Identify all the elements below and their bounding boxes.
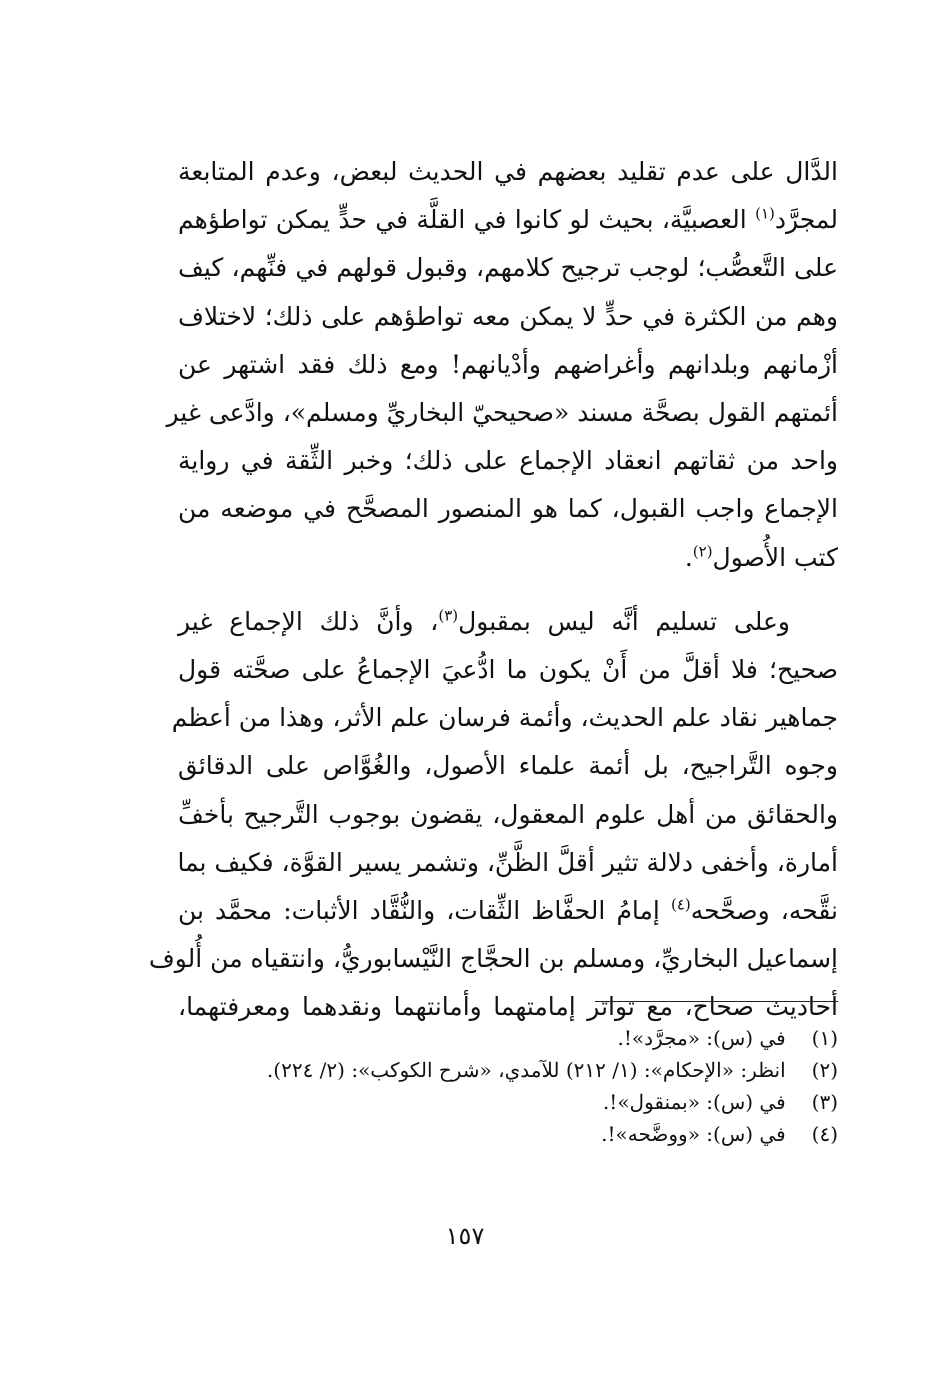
text-line [178, 534, 838, 582]
footnote-text: في (س): «بمنقول»!. [602, 1090, 786, 1114]
page-number: ١٥٧ [445, 1222, 485, 1250]
text-segment: نقَّحه، وصحَّحه [690, 896, 838, 926]
text-segment: كتب الأُصول [712, 542, 838, 572]
footnote-marker-2: (٢) [692, 542, 713, 561]
text-line: والحقائق من أهل علوم المعقول، يقضون بوجوب التَّرجيح بأخفِّ [178, 799, 838, 829]
text-segment: لمجرَّد [774, 205, 838, 235]
footnote-2 [178, 1054, 838, 1086]
paragraph-2 [148, 598, 838, 1032]
text-line: صحيح؛ فلا أقلَّ من أَنْ يكون ما ادُّعيَ الإجماعُ على صحَّته قول [178, 655, 838, 685]
footnote-3 [178, 1086, 838, 1118]
text-line [178, 196, 838, 244]
text-line: أمارة، وأخفى دلالة تثير أقلَّ الظَّنِّ، وتشمر يسير القوَّة، فكيف بما [177, 847, 838, 877]
footnote-4 [178, 1118, 838, 1150]
text-line: وهم من الكثرة في حدٍّ لا يمكن معه تواطؤهم على ذلك؛ لاختلاف [178, 301, 838, 331]
footnote-number: (١) [811, 1026, 838, 1050]
text-segment: وعلى تسليم أنَّه ليس بمقبول [458, 606, 790, 636]
text-line [178, 598, 838, 646]
footnote-number: (٣) [811, 1090, 838, 1114]
footnote-number: (٤) [811, 1122, 838, 1146]
text-line: إسماعيل البخاريِّ، ومسلم بن الحجَّاج النَّيْسابوريُّ، وانتقياه من أُلوف [148, 944, 838, 974]
text-line: واحد من ثقاتهم انعقاد الإجماع على ذلك؛ وخبر الثِّقة في رواية [178, 446, 838, 476]
footnote-text: في (س): «ووضَّحه»!. [601, 1122, 786, 1146]
footnote-separator [595, 1001, 838, 1002]
text-line: أزْمانهم وبلدانهم وأغراضهم وأدْيانهم! ومع ذلك فقد اشتهر عن [178, 349, 838, 379]
text-line: على التَّعصُّب؛ لوجب ترجيح كلامهم، وقبول قولهم في فنِّهم، كيف [178, 253, 838, 283]
footnote-number: (٢) [811, 1058, 838, 1082]
main-text [148, 148, 838, 1032]
text-segment: ، وأنَّ ذلك الإجماع غير [178, 606, 439, 636]
text-segment: إمامُ الحفَّاظ الثِّقات، والنُّقَّاد الأثبات: محمَّد بن [178, 896, 660, 926]
footnote-text: انظر: «الإحكام»: (١/ ٢١٢) للآمدي، «شرح الكوكب»: (٢/ ٢٢٤). [266, 1058, 786, 1082]
text-segment: العصبيَّة، بحيث لو كانوا في القلَّة في حدٍّ يمكن تواطؤهم [178, 205, 747, 235]
paragraph-1 [166, 148, 838, 582]
footnote-text: في (س): «مجرَّد»!. [617, 1026, 786, 1050]
text-segment: . [684, 542, 693, 572]
text-line [178, 887, 838, 935]
text-line: أحاديث صحاح، مع تواتر إمامتهما وأمانتهما ونقدهما ومعرفتهما، [178, 992, 838, 1022]
footnote-marker-4: (٤) [670, 895, 691, 914]
footnotes [178, 1022, 838, 1150]
text-line: الإجماع واجب القبول، كما هو المنصور المصحَّح في موضعه من [178, 494, 838, 524]
text-line: وجوه التَّراجيح، بل أئمة علماء الأصول، والغُوَّاص على الدقائق [178, 751, 838, 781]
text-line: جماهير نقاد علم الحديث، وأئمة فرسان علم الأثر، وهذا من أعظم [171, 703, 838, 733]
footnote-1 [178, 1022, 838, 1054]
footnote-marker-3: (٣) [438, 606, 459, 625]
footnote-marker-1: (١) [755, 204, 775, 223]
text-line: الدَّال على عدم تقليد بعضهم في الحديث لبعض، وعدم المتابعة [178, 157, 838, 186]
text-line: أئمتهم القول بصحَّة مسند «صحيحيّ البخاريِّ ومسلم»، وادَّعى غير [166, 398, 838, 428]
